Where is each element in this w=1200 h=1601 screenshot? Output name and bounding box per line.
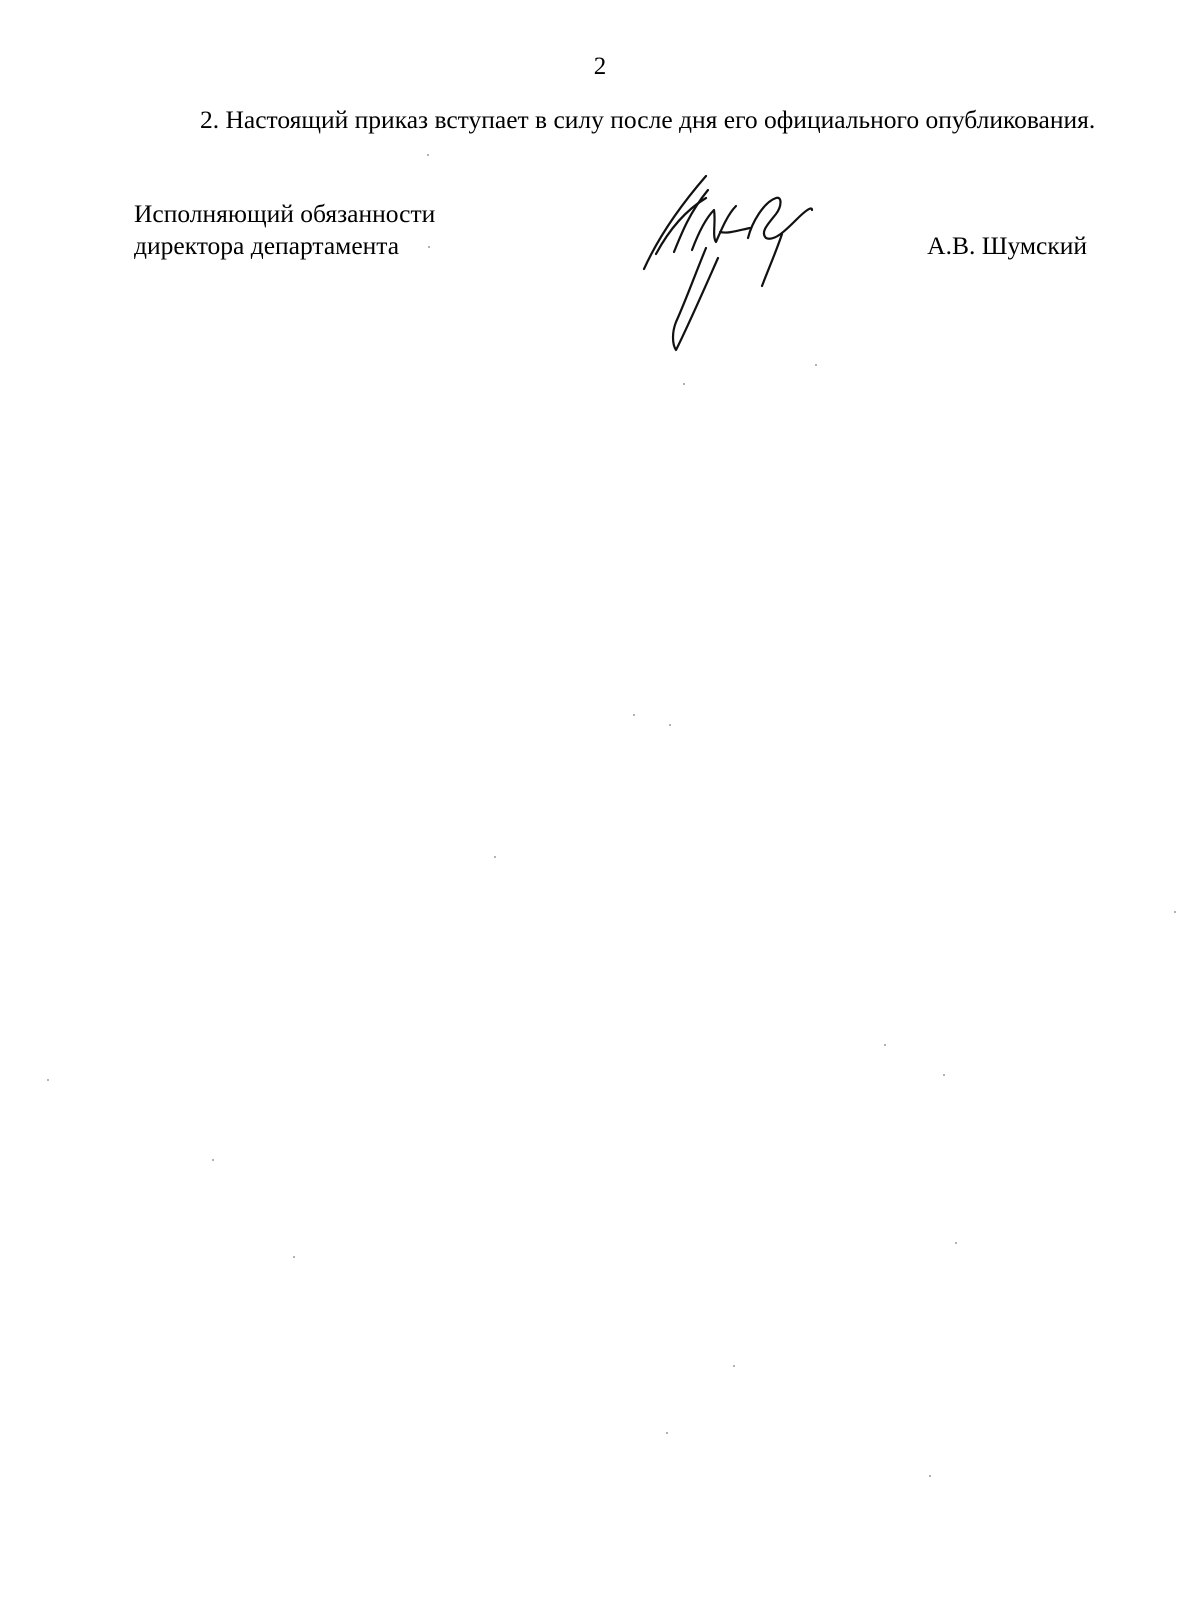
scan-speck <box>884 1044 886 1046</box>
signatory-title-line-1: Исполняющий обязанности <box>134 199 436 228</box>
signatory-title-line-2: директора департамента <box>134 231 400 260</box>
handwritten-signature <box>636 172 826 362</box>
scan-speck <box>815 364 817 366</box>
scan-speck <box>955 1242 957 1244</box>
scan-speck <box>428 246 430 248</box>
page-number: 2 <box>593 53 607 80</box>
scan-speck <box>212 1159 214 1161</box>
order-clause-paragraph: 2. Настоящий приказ вступает в силу после дня его официального опубликования. <box>200 105 1096 134</box>
scan-speck <box>733 1365 735 1367</box>
scan-speck <box>1174 911 1176 913</box>
scan-speck <box>943 1074 945 1076</box>
scan-speck <box>47 1079 49 1081</box>
signatory-name: А.В. Шумский <box>927 231 1087 260</box>
scan-speck <box>669 724 671 726</box>
scan-speck <box>293 1256 295 1258</box>
scan-speck <box>494 856 496 858</box>
scan-speck <box>633 714 635 716</box>
scan-speck <box>683 383 685 385</box>
scan-speck <box>427 154 429 156</box>
signatory-title <box>134 198 554 262</box>
scan-speck <box>929 1475 931 1477</box>
scan-speck <box>666 1432 668 1434</box>
